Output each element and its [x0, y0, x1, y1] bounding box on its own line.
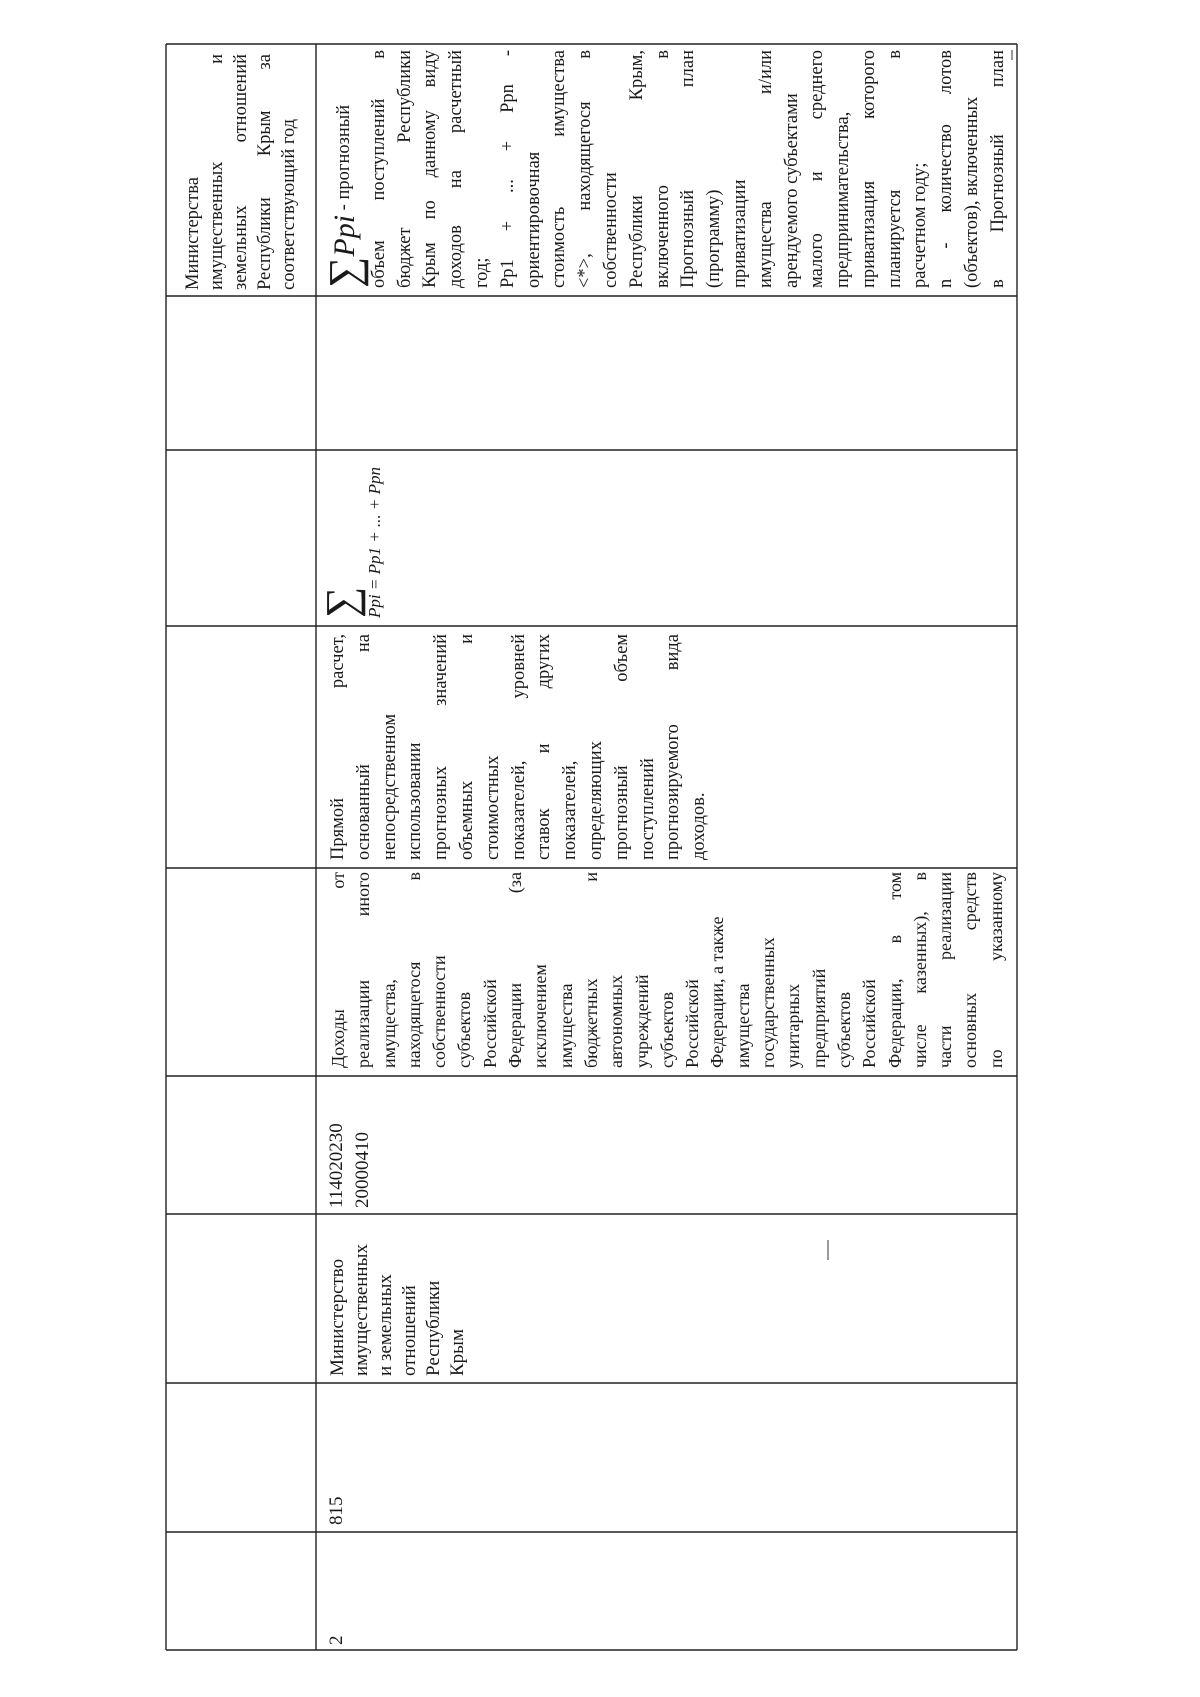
header-line: Республики Крым за — [255, 54, 275, 290]
budget-classification-code: 114020230 20000410 — [326, 1123, 373, 1208]
row-number: 2 — [326, 1635, 347, 1645]
administrator-name: Министерство имущественных и земельных отношений Республики Крым — [327, 1244, 468, 1376]
indicator-description: ∑Ppi - прогнозный объем поступлений в бюджет Республики Крым по данному виду доходов на расчетный год; Pp1 + ... + Ppn - ориентировочная стоимость имущества <*>, находящегося в собственности Республики Крым, включенного в Прогнозный план (программу) приватизации имущества и/или арендуемого субъектами малого и среднего предпринимательства, приватизация которого планируется в расчетном году; n - количество лотов (объектов), включенных в Прогнозный план — [319, 50, 1008, 288]
header-line: имущественных и — [207, 54, 227, 290]
header-line: Министерства — [183, 177, 203, 290]
header-line: земельных отношений — [231, 54, 251, 290]
calculation-method: Прямой расчет, основанный на непосредственном использовании прогнозных значений объемных и стоимостных показателей, уровней ставок и других показателей, определяющих прогнозный объем поступлений прогнозируемого вида доходов. — [328, 634, 710, 860]
header-cell — [181, 54, 301, 290]
admin-code: 815 — [326, 1496, 347, 1525]
header-line: соответствующий год — [279, 118, 299, 290]
description-first-line: ∑Ppi - прогнозный — [319, 104, 369, 288]
revenue-name: Доходы от реализации иного имущества, находящегося в собственности субъектов Российской Федерации (за исключением имущества бюджетных и автономных учреждений субъектов Российской Федерации, а также имущества государственных унитарных предприятий субъектов Российской Федерации, в том числе казенных), в части реализации основных средств по указанному — [328, 872, 1006, 1068]
formula-expression: ∑ Ppi = Pp1 + ... + Ppn — [317, 466, 384, 618]
formula — [317, 418, 388, 618]
